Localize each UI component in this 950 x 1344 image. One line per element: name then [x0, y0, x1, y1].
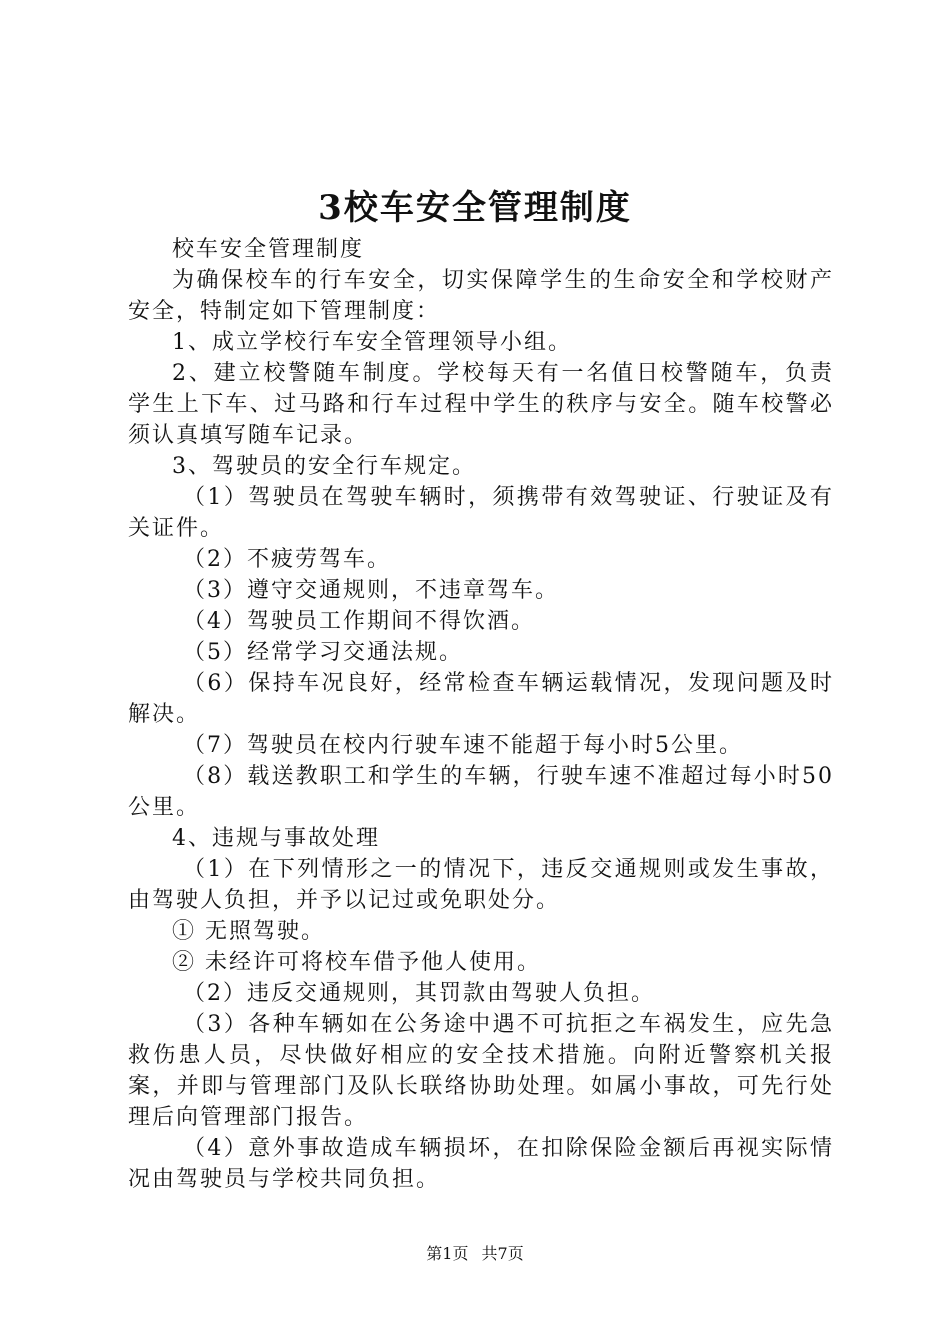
document-body — [128, 234, 834, 1195]
page-footer — [0, 1243, 950, 1265]
paragraph: （3）遵守交通规则，不违章驾车。 — [183, 578, 559, 603]
paragraph: （5）经常学习交通法规。 — [183, 640, 463, 665]
paragraph: 1、成立学校行车安全管理领导小组。 — [172, 330, 572, 355]
paragraph: （7）驾驶员在校内行驶车速不能超于每小时5公里。 — [183, 733, 743, 758]
paragraph: （6）保持车况良好，经常检查车辆运载情况，发现问题及时解决。 — [128, 671, 834, 727]
paragraph: 校车安全管理制度 — [172, 237, 365, 262]
document-title: 3校车安全管理制度 — [318, 188, 632, 228]
paragraph: （4）意外事故造成车辆损坏，在扣除保险金额后再视实际情况由驾驶员与学校共同负担。 — [128, 1136, 834, 1192]
paragraph: 2、建立校警随车制度。学校每天有一名值日校警随车，负责学生上下车、过马路和行车过程中学生的秩序与安全。随车校警必须认真填写随车记录。 — [128, 361, 834, 448]
paragraph: （2）不疲劳驾车。 — [183, 547, 391, 572]
paragraph: ① 无照驾驶。 — [172, 919, 325, 944]
paragraph: （3）各种车辆如在公务途中遇不可抗拒之车祸发生，应先急救伤患人员，尽快做好相应的安全技术措施。向附近警察机关报案，并即与管理部门及队长联络协助处理。如属小事故，可先行处理后向管理部门报告。 — [128, 1012, 834, 1130]
paragraph: 4、违规与事故处理 — [172, 826, 380, 851]
paragraph: （2）违反交通规则，其罚款由驾驶人负担。 — [183, 981, 655, 1006]
paragraph: 3、驾驶员的安全行车规定。 — [172, 454, 476, 479]
paragraph: （1）在下列情形之一的情况下，违反交通规则或发生事故，由驾驶人负担，并予以记过或免职处分。 — [128, 857, 834, 913]
paragraph: （1）驾驶员在驾驶车辆时，须携带有效驾驶证、行驶证及有关证件。 — [128, 485, 834, 541]
paragraph: ② 未经许可将校车借予他人使用。 — [172, 950, 541, 975]
page-number: 第1页 — [426, 1244, 469, 1263]
paragraph: （4）驾驶员工作期间不得饮酒。 — [183, 609, 535, 634]
page-total: 共7页 — [481, 1244, 524, 1263]
paragraph: （8）载送教职工和学生的车辆，行驶车速不准超过每小时50公里。 — [128, 764, 834, 820]
paragraph: 为确保校车的行车安全，切实保障学生的生命安全和学校财产安全，特制定如下管理制度： — [128, 268, 834, 324]
